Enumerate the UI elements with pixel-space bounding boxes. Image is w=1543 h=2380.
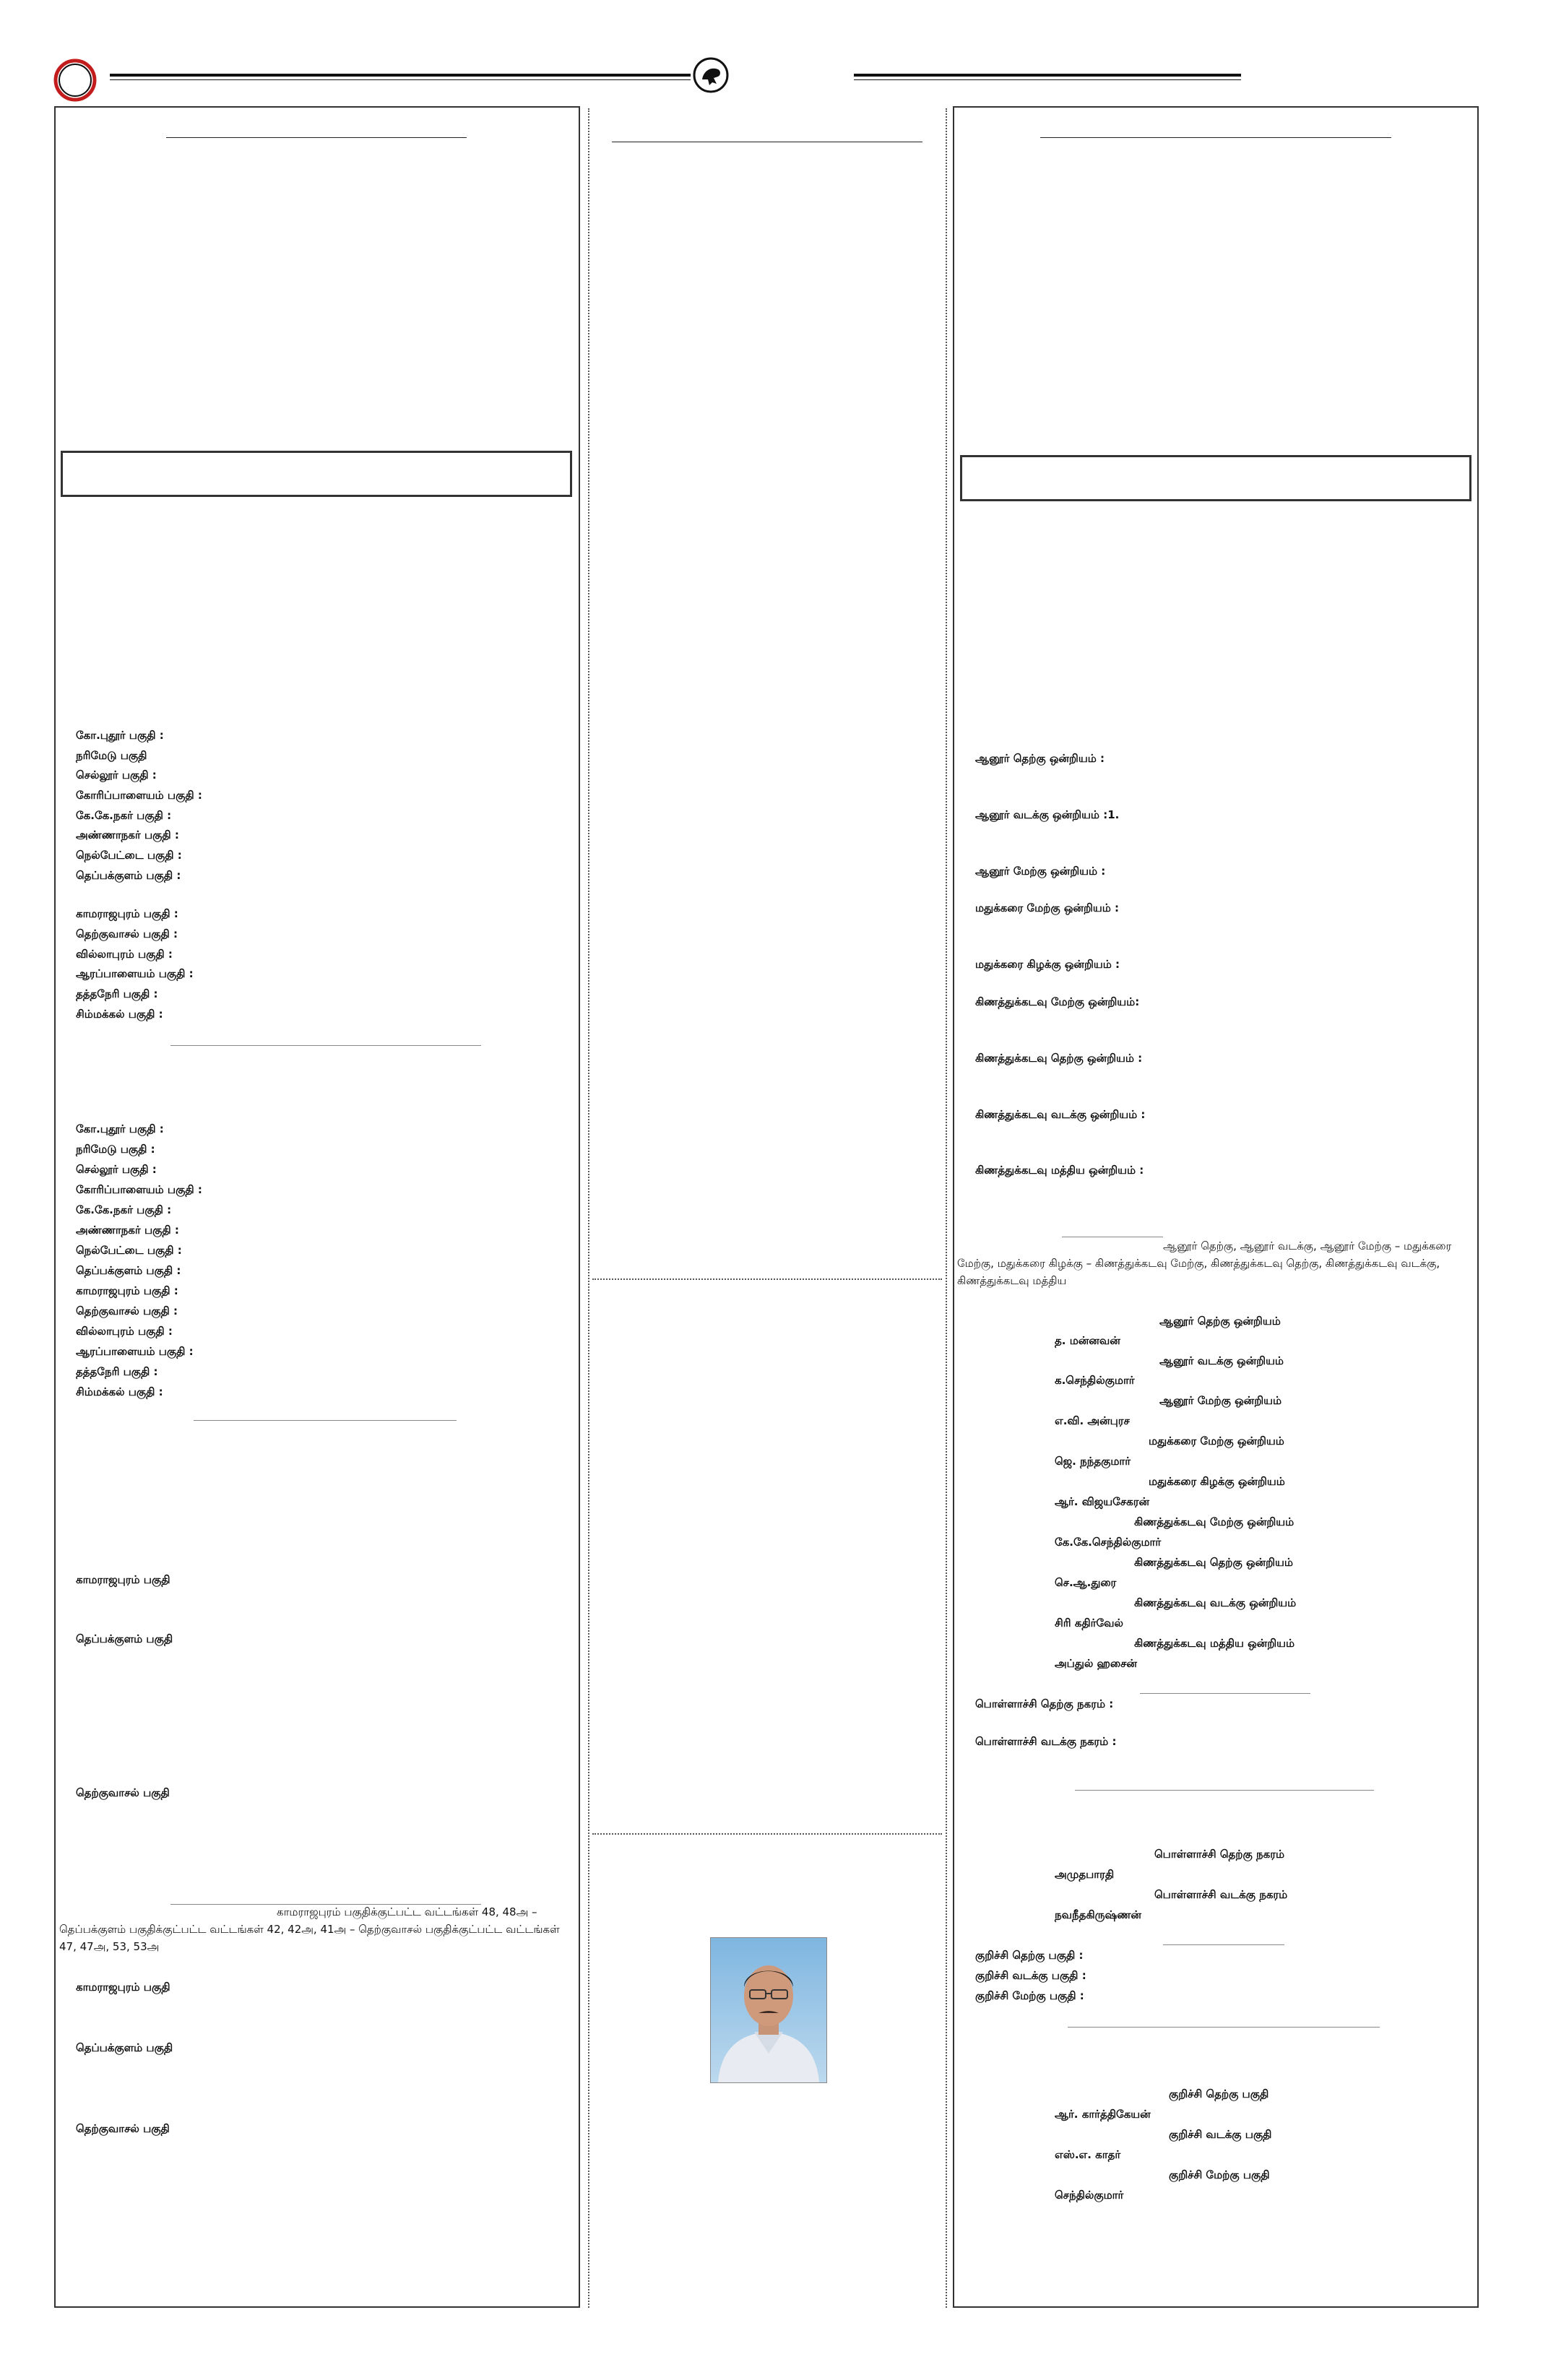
list-item: அண்ணாநகர் பகுதி : <box>76 1224 179 1237</box>
section-divider <box>1075 1790 1374 1791</box>
list-item: கிணத்துக்கடவு மத்திய ஒன்றியம் : <box>975 1164 1144 1177</box>
section-divider <box>194 1420 457 1421</box>
list-item: குறிச்சி தெற்கு பகுதி : <box>975 1949 1084 1962</box>
list-item: ஆனூர் வடக்கு ஒன்றியம் :1. <box>975 808 1120 821</box>
list-item: கே.கே.நகர் பகுதி : <box>76 809 172 822</box>
list-item: செல்லூர் பகுதி : <box>76 1163 157 1176</box>
masthead-rule-left-thin <box>110 79 691 80</box>
circle-logo-icon <box>53 58 98 103</box>
paragraph-line: காமராஜபுரம் பகுதிக்குட்பட்ட வட்டங்கள் 48, 48அ – <box>277 1905 537 1918</box>
officer-name: கே.கே.செந்தில்குமார் <box>1055 1536 1162 1549</box>
paragraph-line: தெப்பக்குளம் பகுதிக்குட்பட்ட வட்டங்கள் 42, 42அ, 41அ – தெற்குவாசல் பகுதிக்குட்பட்ட வட்டங்கள் <box>59 1923 560 1936</box>
officer-name: ஜெ. நந்தகுமார் <box>1055 1455 1131 1468</box>
officer-unit: ஆனூர் தெற்கு ஒன்றியம் <box>1159 1315 1281 1328</box>
right-heading-box <box>960 455 1471 501</box>
column-separator <box>588 108 589 2308</box>
officer-unit: பொள்ளாச்சி தெற்கு நகரம் <box>1154 1848 1285 1861</box>
section-divider <box>1068 2027 1380 2028</box>
list-item: வில்லாபுரம் பகுதி : <box>76 1325 173 1338</box>
paragraph-line: மேற்கு, மதுக்கரை கிழக்கு – கிணத்துக்கடவு மேற்கு, கிணத்துக்கடவு தெற்கு, கிணத்துக்கடவு வடக்கு, <box>957 1257 1440 1270</box>
masthead-rule-right <box>854 74 1241 77</box>
list-item: கோரிப்பாளையம் பகுதி : <box>76 789 202 802</box>
list-item: நெல்பேட்டை பகுதி : <box>76 1244 182 1257</box>
section-divider <box>170 1904 481 1905</box>
list-item: கிணத்துக்கடவு தெற்கு ஒன்றியம் : <box>975 1052 1143 1065</box>
left-heading-rule <box>166 137 467 138</box>
officer-unit: மதுக்கரை கிழக்கு ஒன்றியம் <box>1149 1475 1285 1488</box>
officer-name: ஆர். கார்த்திகேயன் <box>1055 2108 1151 2121</box>
list-item: கோ.புதூர் பகுதி : <box>76 729 164 742</box>
list-item: நரிமேடு பகுதி : <box>76 1143 155 1156</box>
list-item: நரிமேடு பகுதி <box>76 749 147 762</box>
masthead-rule-right-thin <box>854 79 1241 80</box>
center-divider <box>592 1278 942 1280</box>
officer-name: நவநீதகிருஷ்ணன் <box>1055 1908 1141 1921</box>
list-item: சிம்மக்கல் பகுதி : <box>76 1385 163 1398</box>
list-item: தெப்பக்குளம் பகுதி : <box>76 1264 181 1277</box>
list-item: தத்தநேரி பகுதி : <box>76 987 158 1000</box>
officer-unit: குறிச்சி தெற்கு பகுதி <box>1169 2087 1269 2100</box>
officer-unit: மதுக்கரை மேற்கு ஒன்றியம் <box>1149 1435 1284 1448</box>
officer-name: செந்தில்குமார் <box>1055 2189 1124 2202</box>
paragraph-line: 47, 47அ, 53, 53அ <box>59 1940 160 1953</box>
list-item: காமராஜபுரம் பகுதி : <box>76 907 178 920</box>
list-item: மதுக்கரை கிழக்கு ஒன்றியம் : <box>975 958 1120 971</box>
officer-unit: பொள்ளாச்சி வடக்கு நகரம் <box>1154 1888 1288 1901</box>
left-heading-box <box>61 451 572 497</box>
list-item: குறிச்சி வடக்கு பகுதி : <box>975 1969 1086 1982</box>
officer-name: க.செந்தில்குமார் <box>1055 1374 1135 1387</box>
list-item: மதுக்கரை மேற்கு ஒன்றியம் : <box>975 901 1119 914</box>
officer-name: செ.ஆ.துரை <box>1055 1576 1117 1589</box>
list-item: நெல்பேட்டை பகுதி : <box>76 849 182 862</box>
right-heading-rule <box>1040 137 1391 138</box>
list-item: பொள்ளாச்சி தெற்கு நகரம் : <box>975 1697 1114 1710</box>
subheading: காமராஜபுரம் பகுதி <box>76 1573 170 1586</box>
list-item: கிணத்துக்கடவு மேற்கு ஒன்றியம்: <box>975 995 1140 1008</box>
list-item: வில்லாபுரம் பகுதி : <box>76 948 173 961</box>
list-item: தெப்பக்குளம் பகுதி : <box>76 869 181 882</box>
center-divider <box>592 1833 942 1835</box>
list-item: கே.கே.நகர் பகுதி : <box>76 1203 172 1216</box>
list-item: பொள்ளாச்சி வடக்கு நகரம் : <box>975 1735 1117 1748</box>
officer-name: ஆர். விஜயசேகரன் <box>1055 1495 1150 1508</box>
officer-unit: ஆனூர் வடக்கு ஒன்றியம் <box>1159 1354 1284 1367</box>
officer-name: அமுதபாரதி <box>1055 1868 1115 1881</box>
list-item: காமராஜபுரம் பகுதி : <box>76 1284 178 1297</box>
officer-name: த. மன்னவன் <box>1055 1334 1120 1347</box>
masthead-rule-left <box>110 74 691 77</box>
officer-name: எ.வி. அன்புரச <box>1055 1414 1130 1427</box>
subheading: தெப்பக்குளம் பகுதி <box>76 2041 173 2054</box>
subheading: தெப்பக்குளம் பகுதி <box>76 1632 173 1645</box>
list-item: தெற்குவாசல் பகுதி : <box>76 1304 178 1317</box>
column-separator <box>946 108 947 2308</box>
paragraph-line: கிணத்துக்கடவு மத்திய <box>957 1274 1067 1287</box>
subheading: காமராஜபுரம் பகுதி <box>76 1981 170 1994</box>
officer-name: அப்துல் ஹசைன் <box>1055 1657 1137 1670</box>
party-emblem-icon <box>692 56 730 94</box>
officer-unit: கிணத்துக்கடவு மேற்கு ஒன்றியம் <box>1134 1515 1295 1528</box>
list-item: ஆரப்பாளையம் பகுதி : <box>76 1345 194 1358</box>
list-item: ஆனூர் தெற்கு ஒன்றியம் : <box>975 752 1105 765</box>
officer-unit: கிணத்துக்கடவு மத்திய ஒன்றியம் <box>1134 1637 1295 1650</box>
officer-name: சிரி கதிர்வேல் <box>1055 1617 1123 1630</box>
subheading: தெற்குவாசல் பகுதி <box>76 1786 170 1799</box>
list-item: கிணத்துக்கடவு வடக்கு ஒன்றியம் : <box>975 1108 1146 1121</box>
paragraph-line: ஆனூர் தெற்கு, ஆனூர் வடக்கு, ஆனூர் மேற்கு – மதுக்கரை <box>1163 1239 1452 1252</box>
list-item: செல்லூர் பகுதி : <box>76 769 157 782</box>
officer-unit: ஆனூர் மேற்கு ஒன்றியம் <box>1159 1394 1282 1407</box>
subheading: தெற்குவாசல் பகுதி <box>76 2122 170 2135</box>
section-divider <box>170 1045 481 1046</box>
portrait-photo <box>710 1937 827 2083</box>
list-item: தத்தநேரி பகுதி : <box>76 1365 158 1378</box>
officer-unit: குறிச்சி மேற்கு பகுதி <box>1169 2168 1270 2181</box>
officer-unit: கிணத்துக்கடவு வடக்கு ஒன்றியம் <box>1134 1596 1297 1609</box>
list-item: தெற்குவாசல் பகுதி : <box>76 927 178 940</box>
list-item: ஆரப்பாளையம் பகுதி : <box>76 967 194 980</box>
officer-unit: குறிச்சி வடக்கு பகுதி <box>1169 2128 1272 2141</box>
list-item: ஆனூர் மேற்கு ஒன்றியம் : <box>975 865 1106 878</box>
list-item: கோரிப்பாளையம் பகுதி : <box>76 1183 202 1196</box>
officer-unit: கிணத்துக்கடவு தெற்கு ஒன்றியம் <box>1134 1556 1293 1569</box>
list-item: அண்ணாநகர் பகுதி : <box>76 828 179 841</box>
section-divider <box>1140 1693 1310 1694</box>
section-divider <box>1163 1944 1284 1945</box>
list-item: குறிச்சி மேற்கு பகுதி : <box>975 1989 1084 2002</box>
list-item: சிம்மக்கல் பகுதி : <box>76 1008 163 1021</box>
officer-name: எஸ்.எ. காதர் <box>1055 2148 1121 2161</box>
list-item: கோ.புதூர் பகுதி : <box>76 1122 164 1135</box>
